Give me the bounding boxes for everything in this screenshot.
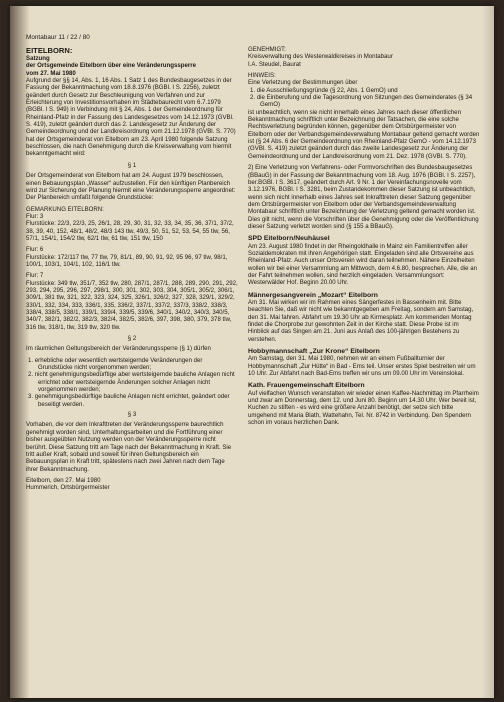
statute-date: vom 27. Mai 1980 [26, 69, 76, 77]
approved-signature: I.A. Steudel, Baurat [248, 60, 301, 68]
statute-intro: Aufgrund der §§ 14, Abs. 1, 16 Abs. 1 Satz 1 des Bundesbaugesetzes in der Fassung der Bekanntmachung vom 18.8.1976 (BGBl. I S. 2256), zuletzt geändert durch Gesetz zur Beschleunigung von Verfahren und zur Erleichterung von Investitionsvorhaben im Städtebaurecht vom 6.7.1979 (BGBl. I S. 949) in Verbindung mit § 24, Abs. 1 der Gemeindeordnung für Rheinland-Pfalz in der Fassung des Landesgesetzes vom 14.12.1973 (GVBl. S. 419), zuletzt geändert durch das 2. Landesgesetz zur Änderung der Gemeindeordnung und der Landkreisordnung vom 21.12.1978 (GVBl. S. 770) hat der Ortsgemeinderat von Eitelborn am 23. April 1980 folgende Satzung beschlossen, die nach Genehmigung durch die Kreisverwaltung vom hiermit bekanntgemacht wird: [26, 77, 236, 158]
hint-item: 2. die Einberufung und die Tagesordnung von Sitzungen des Gemeinderates (§ 34 GemO) [250, 94, 473, 109]
signature-place-date: Eitelborn, den 27. Mai 1980 [26, 476, 101, 484]
paragraph-2-item: 1. erhebliche oder wesentlich wertsteigernde Veränderungen der Grundstücke nicht vorgenommen werden; [28, 356, 203, 372]
flur-7-items: Flurstücke: 349 tlw, 351/7, 352 tlw, 280, 287/1, 287/1, 288, 289, 290, 291, 292, 293, 294, 295, 296, 297, 298/1, 300, 301, 302, 303, 304, 305/1, 305/2, 306/1, 309/1, 381 tlw, 321, 322, 323, 324, 325, 326/1, 326/2, 327, 328, 329/1, 329/2, 330/1, 332, 334, 333, 336/1, 335, 336/2, 337/1, 337/2, 337/3, 338/2, 338/3, 338/4, 338/5, 338/1, 339/1, 339/4, 339/5, 339/6, 340/1, 340/2, 340/3, 340/5, 340/7, 382/1, 382/2, 382/3, 382/4, 382/5, 382/6, 397, 398, 380, 379, 378 tlw, 316 tlw, 318/1, tlw, 319 tlw, 320 tlw. [26, 279, 238, 331]
flur-6-items: Flurstücke: 172/117 tlw, 77 tlw, 79, 81/1, 89, 90, 91, 92, 95 96, 97 tlw, 98/1, 100/1, 103/1, 104/1, 102, 116/1 tlw. [26, 253, 228, 268]
paragraph-2-text: Im räumlichen Geltungsbereich der Veränderungssperre (§ 1) dürfen [26, 345, 211, 353]
paragraph-1-heading: § 1 [127, 161, 137, 169]
page-edge [482, 6, 494, 698]
right-column [248, 46, 480, 691]
hint-item: 1. die Ausschließungsgründe (§ 22, Abs. 1 GemO) und [250, 86, 398, 94]
kath-text: Auf vielfachen Wunsch veranstalten wir wieder einen Kaffee-Nachmittag im Pfarrheim und zwar am Donnerstag, dem 12. und Juni 80. Beginn um 14.30 Uhr. Wer bereit ist, Kuchen zu stiften - es wird eine größere Anzahl benötigt, der setze sich bitte umgehend mit Maria Blath, Wattehahn, Tel. Nr. 8742 in Verbindung. Den Spendern schon im voraus herzlichen Dank. [248, 389, 479, 427]
hint-label: HINWEIS: [248, 72, 276, 80]
section-label: Satzung [26, 55, 50, 62]
issue-header: Montabaur 11 / 22 / 80 [26, 34, 90, 41]
hint-intro: Eine Verletzung der Bestimmungen über [248, 79, 358, 87]
paragraph-2-heading: § 2 [127, 335, 137, 343]
flur-6-label: Flur: 6 [26, 246, 44, 254]
flur-7-label: Flur: 7 [26, 272, 44, 280]
left-column [26, 46, 238, 691]
hint-text-1: ist unbeachtlich, wenn sie nicht innerhalb eines Jahres nach dieser öffentlichen Bekanntmachung schriftlich unter Bezeichnung der Tatsachen, die eine solche Rechtsverletzung begründen können, gegenüber dem Ortsbürgermeister von Eitelborn oder der Verbandsgemeindeverwaltung Montabaur geltend gemacht worden ist (§ 24 Abs. 6 der Gemeindeordnung von Rheinland-Pfalz GemO - vom 14.12.1973 (GVBl. S. 419) zuletzt geändert durch das zweite Landesgesetz zur Änderung der Gemeindeordnung und der Landkreisordnung vom 21. Dez. 1978 (GVBl. S. 770). [248, 108, 480, 160]
hint-text-2: 2) Eine Verletzung von Verfahrens- oder Formvorschriften des Bundesbaugesetzes (BBauG) in der Fassung der Bekanntmachung vom 18. Aug. 1976 (BGBl. I S. 2257), ber.BGBl. I S. 3617, geändert durch Art. 9 Nr. 1 der Vereinfachungsnovelle vom 3.12.1976, BGBl. I S. 3281, beim Zustandekommen dieser Satzung ist unbeachtlich, wenn sich nicht innerhalb eines Jahres seit Inkrafttreten dieser Satzung gegenüber dem Ortsbürgermeister von Eitelborn oder der Verbandsgemeindeverwaltung Montabaur schriftlich unter Bezeichnung der Verletzung geltend gemacht worden ist. Dies gilt nicht, wenn die Vorschriften über die Genehmigung oder die Veröffentlichung dieser Satzung verletzt worden sind (§ 155 a BBauG). [248, 164, 479, 230]
place-heading: EITELBORN: [26, 46, 73, 55]
approved-label: GENEHMIGT: [248, 46, 286, 53]
flur-3-items: Flurstücke: 22/3, 22/3, 25, 26/1, 28, 29, 30, 31, 32, 33, 34, 35, 36, 37/1, 37/2, 38, 39, 40, 152, 48/1, 48/2, 48/3 143 tlw, 49/3, 50, 51, 52, 53, 54, 55 tlw, 56, 57/1, 154/1, 154/2 tlw, 62/1 tlw, 61 tlw, 151 tlw, 150 [26, 220, 234, 242]
paragraph-2-item: 3. genehmigungsbedürftige bauliche Anlagen nicht errichtet, geändert oder beseitigt werden. [28, 393, 230, 408]
flur-3-label: Flur: 3 [26, 212, 44, 220]
hobby-text: Am Samstag, den 31. Mai 1980, nehmen wir an einem Fußballturnier der Hobbymannschaft „Zur Hütte“ in Bad - Ems teil. Unser erstes Spiel bestreiten wir um 10 Uhr. Zur Abfahrt nach Bad-Ems treffen wir uns um 09.00 Uhr im Vereinslokal. [248, 355, 476, 378]
paragraph-1-text: Der Ortsgemeinderat von Eitelborn hat am 24. August 1979 beschlossen, einen Bebauungsplan „Wasser“ aufzustellen. Für den künftigen Planbereich wird zur Sicherung der Planung hiermit eine Veränderungssperre angeordnet: Der Planbereich umfaßt folgende Grundstücke: [26, 172, 236, 202]
mgv-heading: Männergesangverein „Mozart“ Eitelborn [248, 291, 378, 299]
statute-title: der Ortsgemeinde Eitelborn über eine Veränderungssperre [26, 62, 196, 70]
paragraph-3-heading: § 3 [127, 411, 137, 419]
kath-heading: Kath. Frauengemeinschaft Eitelborn [248, 382, 365, 390]
gemarkung-label: GEMARKUNG EITELBORN: [26, 205, 104, 213]
hobby-heading: Hobbymannschaft „Zur Krone“ Eitelborn [248, 348, 380, 356]
paragraph-3-text: Vorhaben, die vor dem Inkrafttreten der Veränderungssperre baurechtlich genehmigt worden sind, Unterhaltungsarbeiten und die Fortführung einer bisher ausgeübten Nutzung werden von der Veränderungssperre nicht berührt. Diese Satzung tritt am Tage nach der Bekanntmachung in Kraft. Sie tritt außer Kraft, sobald und soweit für ihren Geltungsbereich ein Bebauungsplan in Kraft tritt, spätestens nach zwei Jahren nach dem Tage ihrer Bekanntmachung. [26, 421, 232, 473]
approved-by: Kreisverwaltung des Westerwaldkreises in Montabaur [248, 53, 393, 61]
mgv-text: Am 31. Mai wirken wir im Rahmen eines Sängerfestes in Bassenheim mit. Bitte beachten Sie, daß wir nicht wie bekanntgegeben am Freitag, sondern am Samstag, den 31. Mai fahren. Abfahrt um 19.30 Uhr ab Kirmesplatz. Am kommenden Montag findet die Chorprobe zur gewohnten Zeit in der Kirche statt. Diese Probe ist im Hinblick auf das Singen am 21. Juni aus Anlaß des 100-jährigen Bestehens zu verstehen. [248, 299, 474, 343]
newspaper-page [10, 6, 494, 698]
spd-heading: SPD Eitelborn/Neuhäusel [248, 235, 330, 243]
spd-text: Am 23. August 1980 findet in der Rheingoldhalle in Mainz ein Familientreffen aller Sozialdemokraten mit ihren Angehörigen statt. Eingeladen sind alle Ortsvereine aus Rheinland-Pfalz. Auch unser Ortsverein wird daran teilnehmen. Nähere Einzelheiten wollen wir bei einer Versammlung am Mittwoch, dem 4.6.80, besprechen. Alle, die an der Fahrt teilnehmen wollen, sind herzlich eingeladen. Versammlungsort: Westerwälder Hof. Beginn 20.00 Uhr. [248, 242, 477, 287]
paragraph-2-item: 2. nicht genehmigungsbedürftige aber wertsteigernde bauliche Anlagen nicht errichtet oder wertsteigernde Änderungen solcher Anlagen nicht vorgenommen werden; [28, 371, 235, 394]
signature-name: Hummerich, Ortsbürgermeister [26, 484, 110, 492]
